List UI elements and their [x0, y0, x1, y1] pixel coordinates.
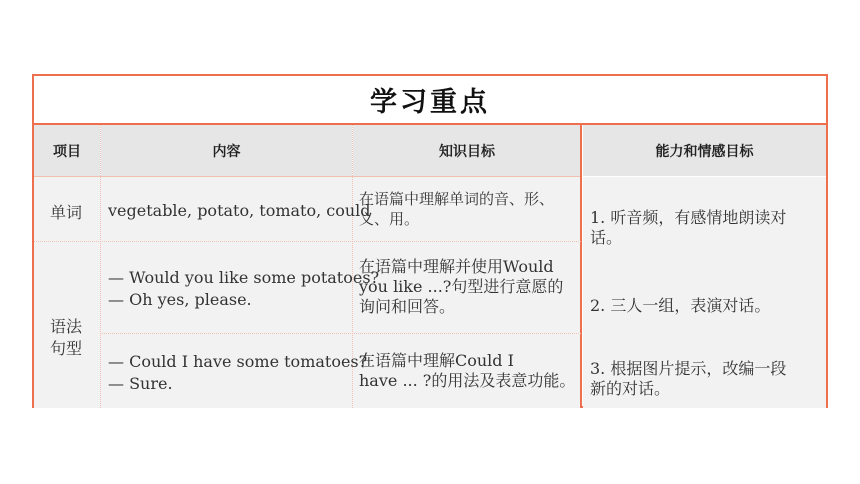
- header-content: 内容: [101, 125, 352, 176]
- grammar-knowledge-2: 在语篇中理解Could I have ... ?的用法及表意功能。: [359, 351, 576, 390]
- header-category: 项目: [34, 125, 100, 176]
- ability-goal-3: 3. 根据图片提示，改编一段 新的对话。: [590, 359, 787, 398]
- grammar-content-1: — Would you like some potatoes? — Oh yes, please.: [108, 268, 380, 309]
- key-points-table: [32, 74, 828, 408]
- grammar-knowledge-1: 在语篇中理解并使用Would you like ...?句型进行意愿的 询问和回答。: [359, 257, 564, 316]
- table-title-row: [34, 76, 826, 125]
- category-grammar: 语法 句型: [50, 317, 83, 358]
- category-vocab: 单词: [50, 203, 83, 222]
- ability-goal-1: 1. 听音频，有感情地朗读对 话。: [590, 208, 787, 247]
- header-ability-goal: 能力和情感目标: [583, 125, 826, 176]
- grammar-content-2: — Could I have some tomatoes? — Sure.: [108, 352, 368, 393]
- vocab-content: vegetable, potato, tomato, could: [108, 201, 371, 220]
- vocab-knowledge: 在语篇中理解单词的音、形、 义、用。: [359, 190, 555, 228]
- ability-goal-2: 2. 三人一组，表演对话。: [590, 296, 771, 315]
- table-title: 学习重点: [370, 87, 490, 118]
- header-knowledge-goal: 知识目标: [353, 125, 581, 176]
